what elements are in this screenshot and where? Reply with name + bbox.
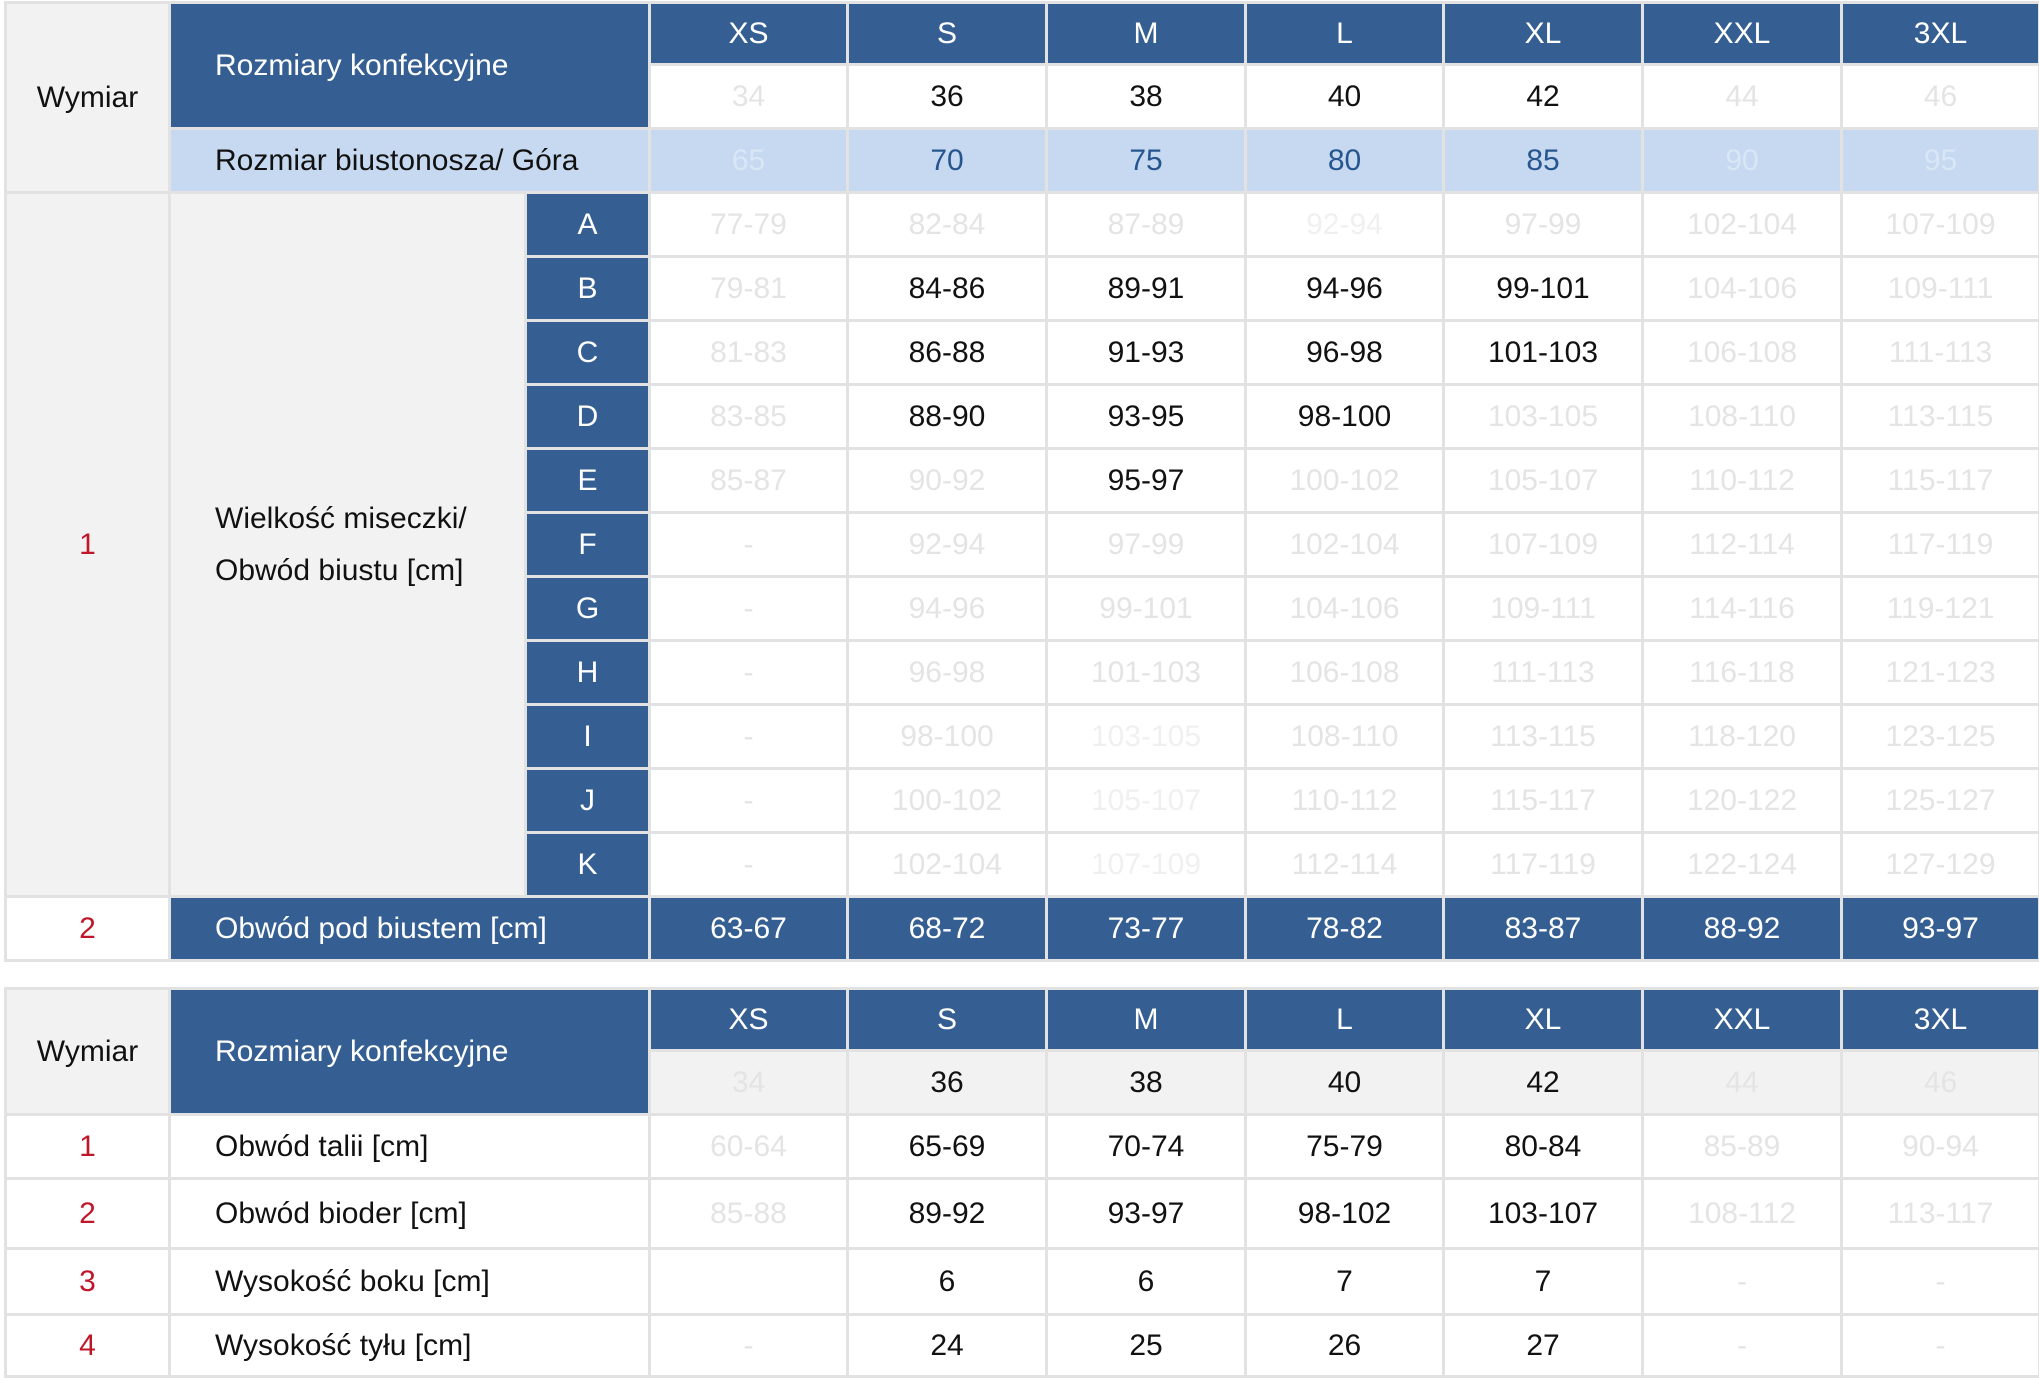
t2-row-label: Wysokość boku [cm] — [170, 1249, 650, 1315]
bra-size-label: Rozmiar biustonosza/ Góra — [170, 129, 650, 193]
bust-value-cell: 97-99 — [1444, 193, 1643, 257]
t2-row-number: 2 — [6, 1179, 170, 1249]
cup-letter-h: H — [526, 641, 650, 705]
bust-label-line2: Obwód biustu [cm] — [215, 553, 464, 587]
t2-value-cell: - — [1643, 1315, 1842, 1377]
cup-letter-c: C — [526, 321, 650, 385]
t2-value-cell: 85-89 — [1643, 1115, 1842, 1179]
t2-size-xs: XS — [650, 989, 848, 1051]
t2-value-cell: 98-102 — [1246, 1179, 1444, 1249]
bust-value-cell: 108-110 — [1246, 705, 1444, 769]
bust-value-cell: 118-120 — [1643, 705, 1842, 769]
waist-hip-table-body — [6, 989, 2039, 1377]
waist-hip-table — [4, 987, 2039, 1378]
bust-value-cell: 87-89 — [1047, 193, 1246, 257]
t2-size-3xl: 3XL — [1842, 989, 2039, 1051]
wymiar-label: Wymiar — [6, 3, 170, 193]
bust-value-cell: 117-119 — [1444, 833, 1643, 897]
size-xxl: XXL — [1643, 3, 1842, 65]
t2-value-cell: 108-112 — [1643, 1179, 1842, 1249]
eu-size-cell: 42 — [1444, 65, 1643, 129]
bust-value-cell: 109-111 — [1444, 577, 1643, 641]
bust-value-cell: 127-129 — [1842, 833, 2039, 897]
t2-value-cell: 6 — [1047, 1249, 1246, 1315]
t2-value-cell: 60-64 — [650, 1115, 848, 1179]
size-header-row — [6, 3, 2039, 65]
t2-eu-size-cell: 44 — [1643, 1051, 1842, 1115]
bust-value-cell: 105-107 — [1444, 449, 1643, 513]
bust-value-cell: 111-113 — [1842, 321, 2039, 385]
bust-value-cell: 108-110 — [1643, 385, 1842, 449]
bust-value-cell: 103-105 — [1444, 385, 1643, 449]
underbust-value-cell: 73-77 — [1047, 897, 1246, 961]
bust-label-line1: Wielkość miseczki/ — [215, 501, 467, 535]
bust-value-cell: 107-109 — [1047, 833, 1246, 897]
size-xl: XL — [1444, 3, 1643, 65]
cup-letter-i: I — [526, 705, 650, 769]
bust-value-cell: 107-109 — [1444, 513, 1643, 577]
t2-size-xl: XL — [1444, 989, 1643, 1051]
bust-value-cell: 99-101 — [1444, 257, 1643, 321]
size-l: L — [1246, 3, 1444, 65]
measure-row-2 — [6, 1179, 2039, 1249]
bust-value-cell: 90-92 — [848, 449, 1047, 513]
eu-size-cell: 40 — [1246, 65, 1444, 129]
row-number-2: 2 — [6, 897, 170, 961]
bra-size-cell: 70 — [848, 129, 1047, 193]
t2-value-cell: 90-94 — [1842, 1115, 2039, 1179]
bust-value-cell: - — [650, 705, 848, 769]
t2-size-s: S — [848, 989, 1047, 1051]
t2-value-cell: 113-117 — [1842, 1179, 2039, 1249]
t2-value-cell: 89-92 — [848, 1179, 1047, 1249]
t2-value-cell: 93-97 — [1047, 1179, 1246, 1249]
bra-size-cell: 80 — [1246, 129, 1444, 193]
bust-value-cell: 114-116 — [1643, 577, 1842, 641]
bust-value-cell: 102-104 — [1643, 193, 1842, 257]
size-m: M — [1047, 3, 1246, 65]
size-xs: XS — [650, 3, 848, 65]
t2-value-cell: 70-74 — [1047, 1115, 1246, 1179]
t2-size-xxl: XXL — [1643, 989, 1842, 1051]
bust-value-cell: 104-106 — [1643, 257, 1842, 321]
t2-value-cell: 75-79 — [1246, 1115, 1444, 1179]
bust-value-cell: 82-84 — [848, 193, 1047, 257]
bust-circumference-label — [170, 193, 526, 897]
bust-value-cell: 101-103 — [1444, 321, 1643, 385]
underbust-row — [6, 897, 2039, 961]
bra-size-cell: 90 — [1643, 129, 1842, 193]
bust-value-cell: 113-115 — [1444, 705, 1643, 769]
bust-value-cell: 98-100 — [1246, 385, 1444, 449]
bust-value-cell: 125-127 — [1842, 769, 2039, 833]
underbust-value-cell: 88-92 — [1643, 897, 1842, 961]
bust-value-cell: 119-121 — [1842, 577, 2039, 641]
row-number-1: 1 — [6, 193, 170, 897]
bra-size-cell: 85 — [1444, 129, 1643, 193]
t2-value-cell: - — [1842, 1315, 2039, 1377]
eu-size-cell: 46 — [1842, 65, 2039, 129]
t2-value-cell: 7 — [1444, 1249, 1643, 1315]
t2-value-cell: - — [1842, 1249, 2039, 1315]
bust-value-cell: 91-93 — [1047, 321, 1246, 385]
t2-eu-size-cell: 46 — [1842, 1051, 2039, 1115]
bust-value-cell: 92-94 — [848, 513, 1047, 577]
bust-value-cell: 116-118 — [1643, 641, 1842, 705]
underbust-value-cell: 63-67 — [650, 897, 848, 961]
t2-eu-size-cell: 36 — [848, 1051, 1047, 1115]
bust-value-cell: 109-111 — [1842, 257, 2039, 321]
t2-value-cell: - — [1643, 1249, 1842, 1315]
bust-value-cell: 85-87 — [650, 449, 848, 513]
bust-size-table — [4, 1, 2039, 962]
bust-value-cell: 83-85 — [650, 385, 848, 449]
t2-value-cell: 6 — [848, 1249, 1047, 1315]
bust-value-cell: 81-83 — [650, 321, 848, 385]
cup-letter-g: G — [526, 577, 650, 641]
bust-value-cell: 102-104 — [1246, 513, 1444, 577]
cup-letter-f: F — [526, 513, 650, 577]
bust-value-cell: 93-95 — [1047, 385, 1246, 449]
bust-value-cell: 79-81 — [650, 257, 848, 321]
bust-value-cell: 102-104 — [848, 833, 1047, 897]
bust-value-cell: 98-100 — [848, 705, 1047, 769]
t2-eu-size-cell: 34 — [650, 1051, 848, 1115]
bust-value-cell: 112-114 — [1643, 513, 1842, 577]
bust-value-cell: 110-112 — [1246, 769, 1444, 833]
bust-value-cell: 94-96 — [1246, 257, 1444, 321]
cup-row-a — [6, 193, 2039, 257]
bust-value-cell: 101-103 — [1047, 641, 1246, 705]
underbust-value-cell: 78-82 — [1246, 897, 1444, 961]
bust-value-cell: - — [650, 769, 848, 833]
t2-size-m: M — [1047, 989, 1246, 1051]
bust-value-cell: 84-86 — [848, 257, 1047, 321]
bust-value-cell: 120-122 — [1643, 769, 1842, 833]
bra-size-cell: 75 — [1047, 129, 1246, 193]
bust-value-cell: 106-108 — [1246, 641, 1444, 705]
bra-size-row — [6, 129, 2039, 193]
bust-value-cell: 111-113 — [1444, 641, 1643, 705]
bust-value-cell: 96-98 — [848, 641, 1047, 705]
cup-letter-j: J — [526, 769, 650, 833]
bust-value-cell: - — [650, 641, 848, 705]
t2-value-cell: 26 — [1246, 1315, 1444, 1377]
underbust-value-cell: 93-97 — [1842, 897, 2039, 961]
size-s: S — [848, 3, 1047, 65]
underbust-label: Obwód pod biustem [cm] — [170, 897, 650, 961]
cup-letter-d: D — [526, 385, 650, 449]
bust-value-cell: 123-125 — [1842, 705, 2039, 769]
eu-size-cell: 44 — [1643, 65, 1842, 129]
bust-value-cell: 106-108 — [1643, 321, 1842, 385]
cup-letter-e: E — [526, 449, 650, 513]
t2-value-cell: - — [650, 1315, 848, 1377]
t2-wymiar-label: Wymiar — [6, 989, 170, 1115]
bust-value-cell: 110-112 — [1643, 449, 1842, 513]
bust-value-cell: 89-91 — [1047, 257, 1246, 321]
bra-size-cell: 65 — [650, 129, 848, 193]
measure-row-3 — [6, 1249, 2039, 1315]
bust-value-cell: 96-98 — [1246, 321, 1444, 385]
t2-row-label: Obwód bioder [cm] — [170, 1179, 650, 1249]
bra-size-cell: 95 — [1842, 129, 2039, 193]
cup-letter-b: B — [526, 257, 650, 321]
t2-value-cell: 24 — [848, 1315, 1047, 1377]
rozmiary-konfekcyjne-label: Rozmiary konfekcyjne — [170, 3, 650, 129]
underbust-value-cell: 83-87 — [1444, 897, 1643, 961]
t2-value-cell: 25 — [1047, 1315, 1246, 1377]
bust-value-cell: 121-123 — [1842, 641, 2039, 705]
bust-value-cell: 92-94 — [1246, 193, 1444, 257]
t2-row-label: Obwód talii [cm] — [170, 1115, 650, 1179]
eu-size-cell: 34 — [650, 65, 848, 129]
t2-value-cell: 85-88 — [650, 1179, 848, 1249]
bust-value-cell: 115-117 — [1444, 769, 1643, 833]
bust-value-cell: 122-124 — [1643, 833, 1842, 897]
bust-value-cell: 105-107 — [1047, 769, 1246, 833]
t2-row-number: 3 — [6, 1249, 170, 1315]
bust-size-table-body — [6, 3, 2039, 961]
t2-value-cell — [650, 1249, 848, 1315]
t2-eu-size-cell: 38 — [1047, 1051, 1246, 1115]
size-3xl: 3XL — [1842, 3, 2039, 65]
eu-size-cell: 36 — [848, 65, 1047, 129]
bust-value-cell: 100-102 — [1246, 449, 1444, 513]
t2-value-cell: 27 — [1444, 1315, 1643, 1377]
t2-row-label: Wysokość tyłu [cm] — [170, 1315, 650, 1377]
t2-rozmiary-konfekcyjne-label: Rozmiary konfekcyjne — [170, 989, 650, 1115]
bust-value-cell: 113-115 — [1842, 385, 2039, 449]
eu-size-cell: 38 — [1047, 65, 1246, 129]
bust-value-cell: 94-96 — [848, 577, 1047, 641]
t2-value-cell: 103-107 — [1444, 1179, 1643, 1249]
bust-value-cell: 97-99 — [1047, 513, 1246, 577]
bust-value-cell: 100-102 — [848, 769, 1047, 833]
bust-value-cell: 103-105 — [1047, 705, 1246, 769]
bust-value-cell: 115-117 — [1842, 449, 2039, 513]
t2-size-header-row — [6, 989, 2039, 1051]
bust-value-cell: 95-97 — [1047, 449, 1246, 513]
bust-value-cell: 107-109 — [1842, 193, 2039, 257]
bust-value-cell: - — [650, 577, 848, 641]
t2-value-cell: 65-69 — [848, 1115, 1047, 1179]
bust-value-cell: 77-79 — [650, 193, 848, 257]
t2-row-number: 1 — [6, 1115, 170, 1179]
bust-value-cell: - — [650, 833, 848, 897]
cup-letter-k: K — [526, 833, 650, 897]
t2-eu-size-cell: 40 — [1246, 1051, 1444, 1115]
bust-value-cell: 99-101 — [1047, 577, 1246, 641]
bust-value-cell: 104-106 — [1246, 577, 1444, 641]
t2-value-cell: 7 — [1246, 1249, 1444, 1315]
t2-eu-size-cell: 42 — [1444, 1051, 1643, 1115]
bust-value-cell: - — [650, 513, 848, 577]
t2-size-l: L — [1246, 989, 1444, 1051]
cup-letter-a: A — [526, 193, 650, 257]
t2-value-cell: 80-84 — [1444, 1115, 1643, 1179]
bust-value-cell: 88-90 — [848, 385, 1047, 449]
measure-row-4 — [6, 1315, 2039, 1377]
t2-row-number: 4 — [6, 1315, 170, 1377]
measure-row-1 — [6, 1115, 2039, 1179]
underbust-value-cell: 68-72 — [848, 897, 1047, 961]
bust-value-cell: 117-119 — [1842, 513, 2039, 577]
bust-value-cell: 86-88 — [848, 321, 1047, 385]
bust-value-cell: 112-114 — [1246, 833, 1444, 897]
